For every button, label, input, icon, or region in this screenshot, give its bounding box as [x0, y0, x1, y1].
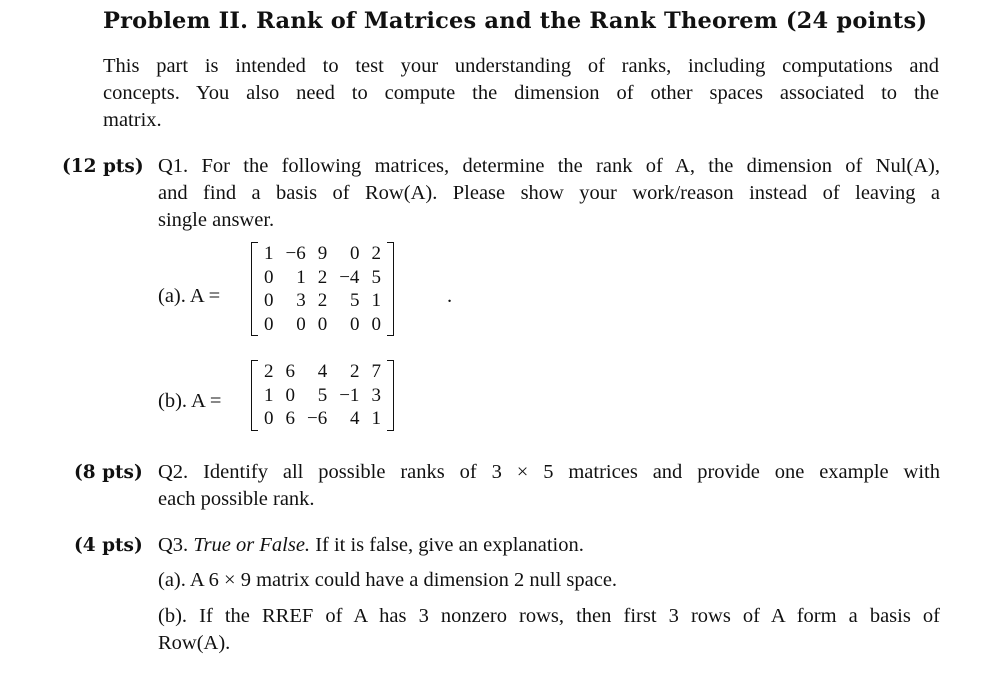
q1a-row: [258, 266, 387, 290]
q1a-cell: 0: [296, 313, 306, 335]
q1b-cell: −1: [339, 384, 360, 406]
matrix-right-bracket: [387, 242, 394, 336]
q1a-cell: 0: [264, 290, 274, 311]
q1b-cell: 6: [285, 361, 295, 382]
q2-points: (8 pts): [74, 462, 143, 483]
intro-line-1: This part is intended to test your understanding of ranks, including computations and: [103, 55, 939, 77]
q1a-matrix-table: [258, 242, 387, 336]
q1b-matrix-table: [258, 360, 387, 431]
q1b-cell: 4: [349, 408, 360, 429]
q3-points: (4 pts): [74, 535, 143, 556]
q1a-period: .: [447, 285, 453, 307]
q1a-cell: 0: [264, 313, 274, 335]
q2-text: [158, 459, 940, 513]
q1a-label: (a). A =: [158, 285, 221, 307]
q1a-cell: 0: [264, 266, 274, 288]
q1a-cell: 1: [371, 290, 381, 311]
q1-text: [158, 153, 940, 234]
q1-line-2: and find a basis of Row(A). Please show your work/reason instead of leaving a: [158, 182, 940, 204]
q3b-line-2: Row(A).: [158, 632, 231, 654]
q1a-matrix: [251, 242, 394, 336]
q1b-cell: 7: [371, 361, 381, 382]
q1a-cell: 2: [317, 266, 328, 288]
q1b-row: [258, 407, 387, 431]
q1a-cell: 2: [371, 243, 381, 264]
q1b-cell: 4: [317, 361, 328, 382]
q1b-cell: 3: [371, 384, 381, 406]
q1b-row: [258, 360, 387, 384]
q3a-text: (a). A 6 × 9 matrix could have a dimension 2 null space.: [158, 569, 618, 591]
q1a-cell: 1: [264, 243, 274, 264]
q1a-cell: 2: [317, 290, 328, 311]
matrix-left-bracket: [251, 360, 258, 431]
q2-line-2: each possible rank.: [158, 488, 315, 510]
problem-title: Problem II. Rank of Matrices and the Rank Theorem (24 points): [103, 8, 928, 34]
q2-line-1: Q2. Identify all possible ranks of 3 × 5 matrices and provide one example with: [158, 461, 940, 483]
q1a-cell: 0: [317, 313, 328, 335]
q1a-cell: 3: [296, 290, 306, 311]
q1b-cell: 1: [371, 408, 381, 429]
q1a-cell: −4: [339, 266, 360, 288]
q1b-cell: 0: [285, 384, 295, 406]
q1b-row: [258, 384, 387, 408]
q1a-cell: 5: [349, 290, 360, 311]
q3b-text: [158, 603, 940, 657]
matrix-left-bracket: [251, 242, 258, 336]
intro-line-2: concepts. You also need to compute the dimension of other spaces associated to the: [103, 82, 939, 104]
q1b-cell: 1: [264, 384, 274, 406]
q1a-cell: 5: [371, 266, 381, 288]
q1b-cell: 2: [349, 361, 360, 382]
matrix-right-bracket: [387, 360, 394, 431]
q3b-line-1: (b). If the RREF of A has 3 nonzero rows, then first 3 rows of A form a basis of: [158, 605, 940, 627]
q1b-cell: 0: [264, 408, 274, 429]
q1a-cell: 0: [349, 313, 360, 335]
q1a-cell: 9: [317, 243, 328, 264]
q1b-matrix: [251, 360, 394, 431]
q1-line-3: single answer.: [158, 209, 275, 231]
q1a-row: [258, 313, 387, 337]
q1a-cell: 1: [296, 266, 306, 288]
q1a-cell: 0: [349, 243, 360, 264]
q1a-row: [258, 242, 387, 266]
q1b-cell: −6: [307, 408, 328, 429]
q1a-row: [258, 289, 387, 313]
q1a-cell: −6: [285, 243, 306, 264]
q1a-cell: 0: [371, 313, 381, 335]
intro-paragraph: [103, 53, 939, 134]
q1b-cell: 2: [264, 361, 274, 382]
q3-prefix: Q3.: [158, 534, 189, 556]
q1b-label: (b). A =: [158, 390, 222, 412]
q1-points: (12 pts): [62, 156, 144, 177]
q1b-cell: 5: [317, 384, 328, 406]
q3-text: [158, 532, 584, 559]
q1b-cell: 6: [285, 408, 295, 429]
q1-line-1: Q1. For the following matrices, determine the rank of A, the dimension of Nul(A),: [158, 155, 940, 177]
q3-rest: If it is false, give an explanation.: [315, 534, 584, 556]
q3-true-false: True or False.: [193, 534, 311, 556]
intro-line-3: matrix.: [103, 109, 162, 131]
